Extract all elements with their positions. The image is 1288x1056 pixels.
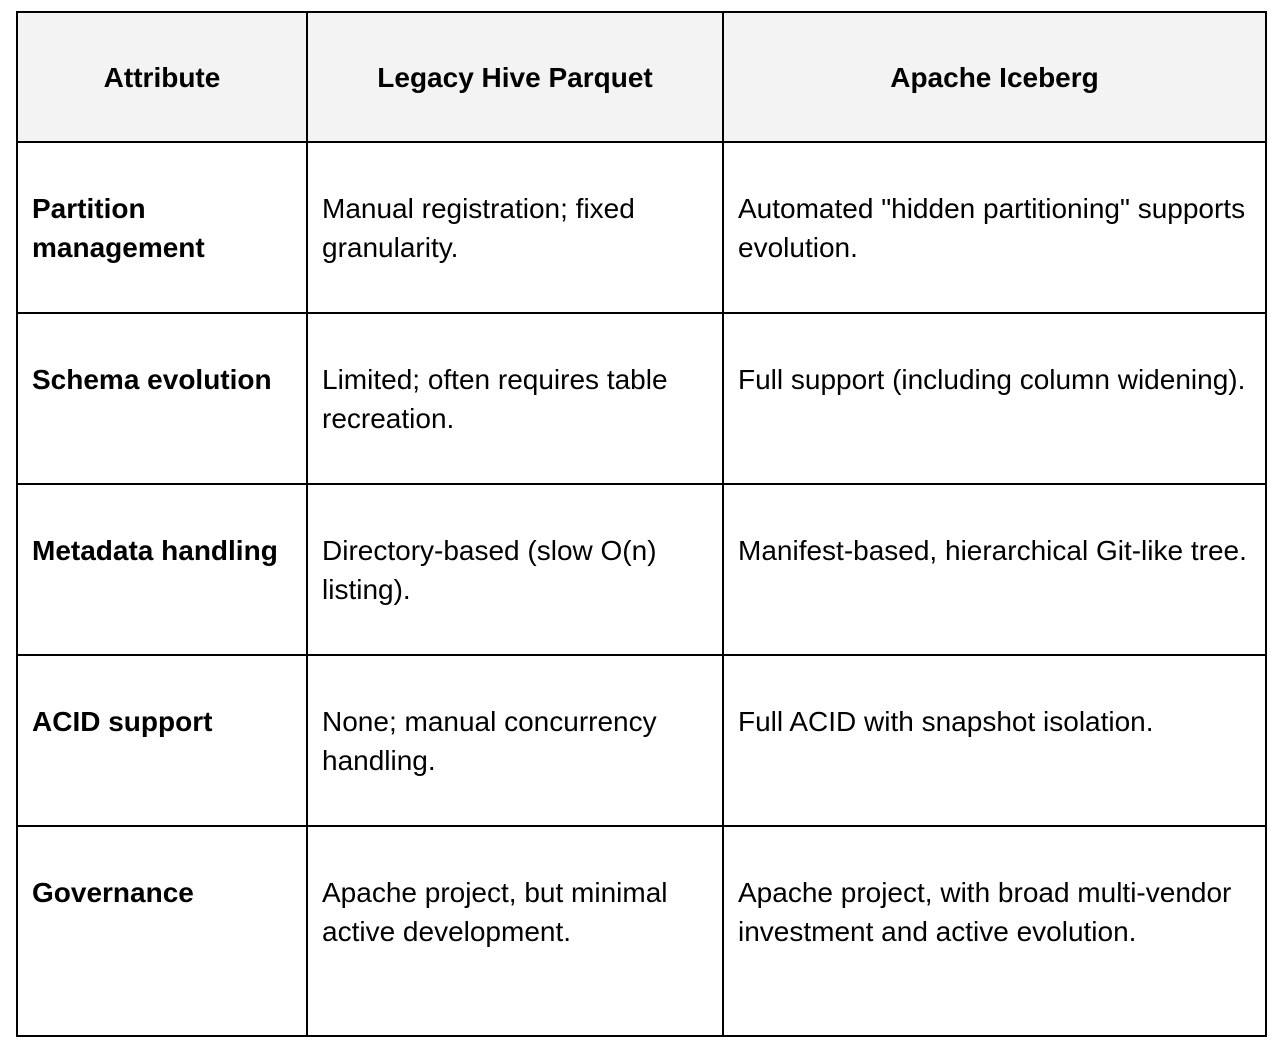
attribute-cell: Metadata handling [17, 484, 307, 655]
header-apache-iceberg: Apache Iceberg [723, 12, 1266, 142]
table-header [17, 12, 1266, 142]
header-legacy-hive-parquet: Legacy Hive Parquet [307, 12, 723, 142]
iceberg-cell: Full support (including column widening). [723, 313, 1266, 484]
comparison-table-container [16, 11, 1265, 1037]
table-row [17, 313, 1266, 484]
iceberg-cell: Manifest-based, hierarchical Git-like tree. [723, 484, 1266, 655]
attribute-cell: Partition management [17, 142, 307, 313]
table-row [17, 655, 1266, 826]
legacy-cell: Apache project, but minimal active development. [307, 826, 723, 1036]
attribute-cell: Schema evolution [17, 313, 307, 484]
legacy-cell: Manual registration; fixed granularity. [307, 142, 723, 313]
iceberg-cell: Apache project, with broad multi-vendor investment and active evolution. [723, 826, 1266, 1036]
header-attribute: Attribute [17, 12, 307, 142]
iceberg-cell: Automated "hidden partitioning" supports evolution. [723, 142, 1266, 313]
table-row [17, 484, 1266, 655]
comparison-table [16, 11, 1267, 1037]
header-row [17, 12, 1266, 142]
attribute-cell: ACID support [17, 655, 307, 826]
legacy-cell: None; manual concurrency handling. [307, 655, 723, 826]
attribute-cell: Governance [17, 826, 307, 1036]
legacy-cell: Limited; often requires table recreation. [307, 313, 723, 484]
legacy-cell: Directory-based (slow O(n) listing). [307, 484, 723, 655]
iceberg-cell: Full ACID with snapshot isolation. [723, 655, 1266, 826]
table-row [17, 142, 1266, 313]
table-body [17, 142, 1266, 1036]
table-row [17, 826, 1266, 1036]
